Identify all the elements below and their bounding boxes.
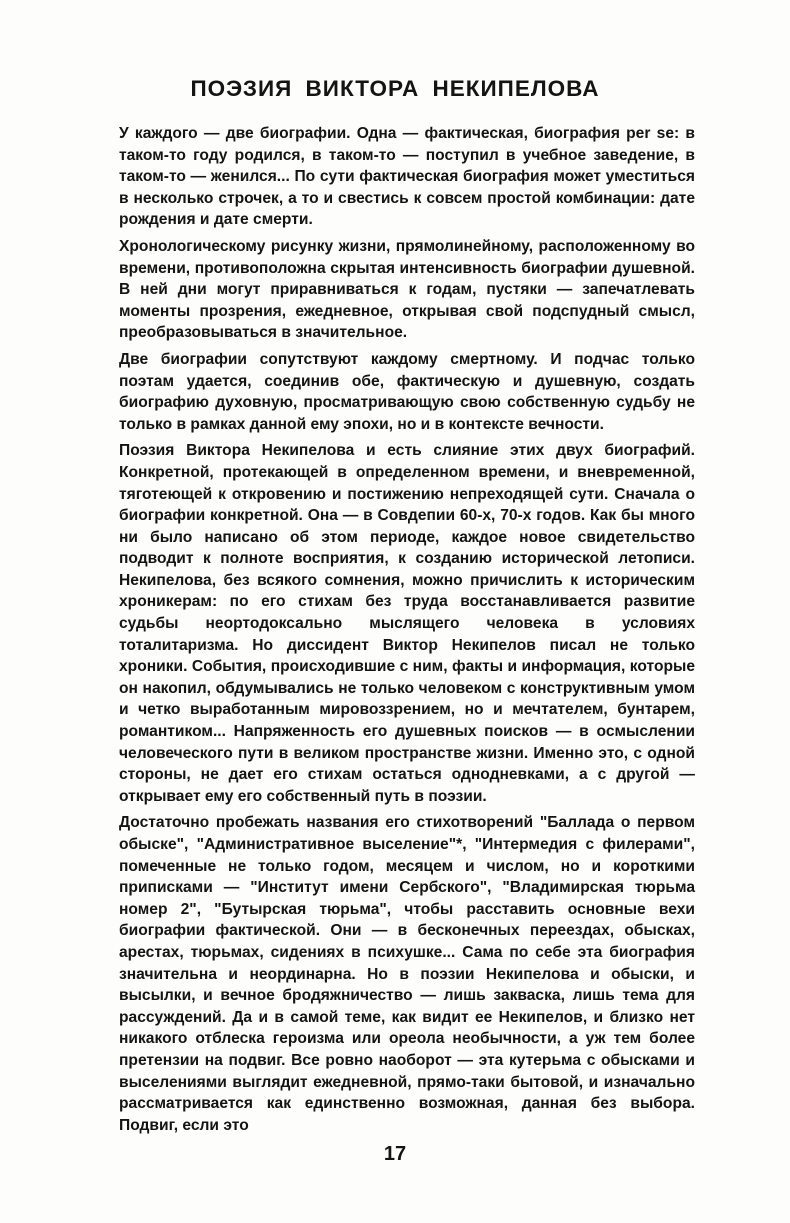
paragraph: Две биографии сопутствуют каждому смертному. И подчас только поэтам удается, соединив обе, фактическую и душевную, создать биографию духовную, просматривающую свою собственную судьбу не только в рамках данной ему эпохи, но и в контексте вечности. [119,350,695,433]
page-number: 17 [383,1143,407,1165]
paragraph: Хронологическому рисунку жизни, прямолинейному, расположенному во времени, противоположна скрытая интенсивность биографии душевной. В ней дни могут приравниваться к годам, пустяки — запечатлевать моменты прозрения, ежедневное, открывая свой подспудный смысл, преобразовываться в значительное. [119,237,695,342]
paragraph: У каждого — две биографии. Одна — фактическая, биография per se: в таком-то году родился, в таком-то — поступил в учебное заведение, в таком-то — женился... По сути фактическая биография может уместиться в несколько строчек, а то и свестись к совсем простой комбинации: дате рождения и дате смерти. [119,125,695,229]
text-body [119,123,695,1136]
paragraph: Поэзия Виктора Некипелова и есть слияние этих двух биографий. Конкретной, протекающей в определенном времени, и вневременной, тяготеющей к откровению и постижению непреходящей сути. Сначала о биографии конкретной. Она — в Совдепии 60-х, 70-х годов. Как бы много ни было написано об этом периоде, каждое новое свидетельство подводит к полноте восприятия, к созданию исторической летописи. Некипелова, без всякого сомнения, можно причислить к историческим хроникерам: по его стихам без труда восстанавливается развитие судьбы неортодоксально мыслящего человека в условиях тоталитаризма. Но диссидент Виктор Некипелов писал не только хроники. События, происходившие с ним, факты и информация, которые он накопил, обдумывались не только человеком с конструктивным умом и четко выработанным мировоззрением, но и мечтателем, бунтарем, романтиком... Напряженность его душевных поисков — в осмыслении человеческого пути в великом пространстве жизни. Именно это, с одной стороны, не дает его стихам остаться однодневками, а с другой — открывает ему его собственный путь в поэзии. [119,442,695,805]
paragraph: Достаточно пробежать названия его стихотворений "Баллада о первом обыске", "Административное выселение"*, "Интермедия с филерами", помеченные не только годом, месяцем и числом, но и короткими приписками — "Институт имени Сербского", "Владимирская тюрьма номер 2", "Бутырская тюрьма", чтобы расставить основные вехи биографии фактической. Они — в бесконечных переездах, обысках, арестах, тюрьмах, сидениях в психушке... Сама по себе эта биография значительна и неординарна. Но в поэзии Некипелова и обыски, и высылки, и вечное бродяжничество — лишь закваска, лишь тема для рассуждений. Да и в самой теме, как видит ее Некипелов, и близко нет никакого отблеска героизма или ореола необычности, а уж тем более претензии на подвиг. Все ровно наоборот — эта кутерьма с обысками и выселениями выглядит ежедневной, прямо-таки бытовой, и изначально рассматривается как единственно возможная, данная без выбора. Подвиг, если это [119,814,695,1134]
chapter-title: ПОЭЗИЯ ВИКТОРА НЕКИПЕЛОВА [190,76,600,101]
